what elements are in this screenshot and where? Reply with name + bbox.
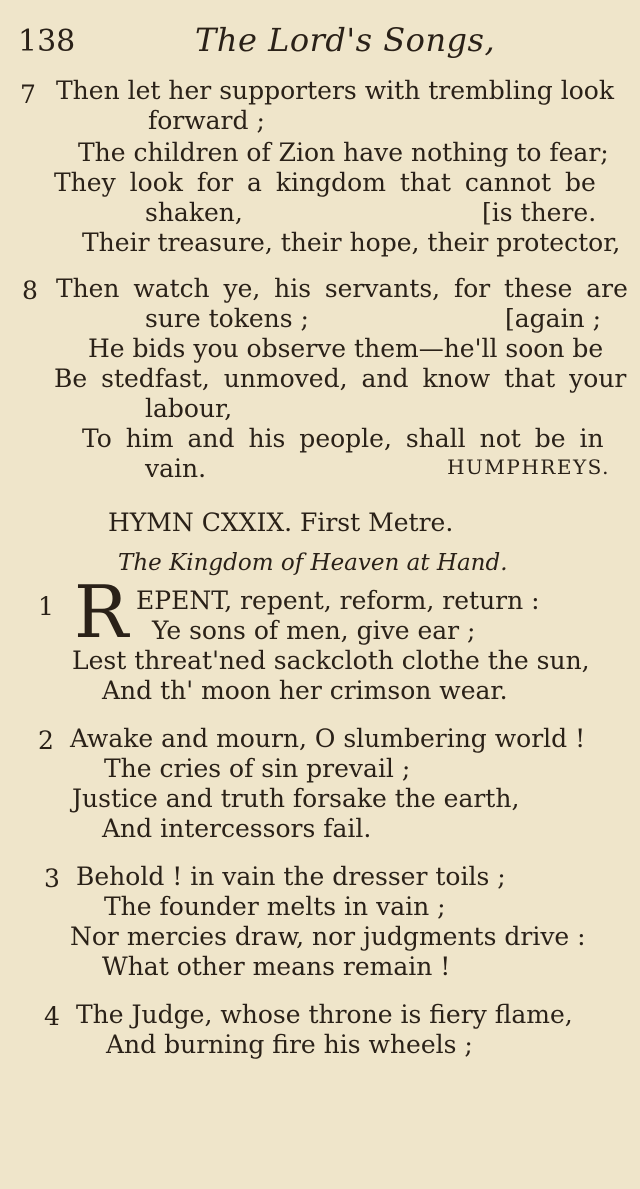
verse-line: Behold ! in vain the dresser toils ;	[76, 862, 506, 891]
verse-line: He bids you observe them—he'll soon be	[88, 334, 604, 363]
verse-line: Then watch ye, his servants, for these are	[56, 274, 628, 303]
verse-line: The children of Zion have nothing to fear;	[78, 138, 609, 167]
verse-line: And burning fire his wheels ;	[106, 1030, 473, 1059]
verse-line: Awake and mourn, O slumbering world !	[70, 724, 586, 753]
stanza-number: 8	[22, 276, 38, 305]
page-number: 138	[18, 24, 76, 59]
verse-line: To him and his people, shall not be in	[82, 424, 604, 453]
drop-cap: R	[74, 570, 129, 654]
verse-line: EPENT, repent, reform, return :	[136, 586, 540, 615]
verse-line: Nor mercies draw, nor judgments drive :	[70, 922, 586, 951]
verse-line: shaken,	[145, 198, 243, 227]
stanza-number: 7	[20, 80, 36, 109]
stanza-number: 3	[44, 864, 60, 893]
verse-line: Their treasure, their hope, their protector,	[82, 228, 621, 257]
verse-line: And th' moon her crimson wear.	[102, 676, 508, 705]
verse-line: Be stedfast, unmoved, and know that your	[54, 364, 627, 393]
verse-line: They look for a kingdom that cannot be	[54, 168, 596, 197]
verse-line: [again ;	[505, 304, 602, 333]
stanza-number: 4	[44, 1002, 60, 1031]
verse-line: Ye sons of men, give ear ;	[152, 616, 476, 645]
verse-line: forward ;	[148, 106, 265, 135]
stanza-number: 1	[38, 592, 54, 621]
stanza-number: 2	[38, 726, 54, 755]
hymn-title: HYMN CXXIX. First Metre.	[108, 508, 454, 537]
verse-line: Then let her supporters with trembling look	[56, 76, 614, 105]
verse-line: sure tokens ;	[145, 304, 309, 333]
verse-line: Justice and truth forsake the earth,	[72, 784, 520, 813]
verse-line: vain.	[145, 454, 207, 483]
verse-line: [is there.	[482, 198, 597, 227]
verse-line: What other means remain !	[102, 952, 451, 981]
verse-line: The Judge, whose throne is fiery flame,	[76, 1000, 573, 1029]
verse-line: The cries of sin prevail ;	[104, 754, 411, 783]
verse-line: Lest threat'ned sackcloth clothe the sun,	[72, 646, 590, 675]
verse-line: And intercessors fail.	[102, 814, 372, 843]
verse-line: labour,	[145, 394, 233, 423]
verse-line: The founder melts in vain ;	[104, 892, 446, 921]
running-title: The Lord's Songs,	[195, 21, 496, 59]
author-attribution: HUMPHREYS.	[447, 455, 610, 479]
hymn-subtitle: The Kingdom of Heaven at Hand.	[118, 550, 508, 576]
